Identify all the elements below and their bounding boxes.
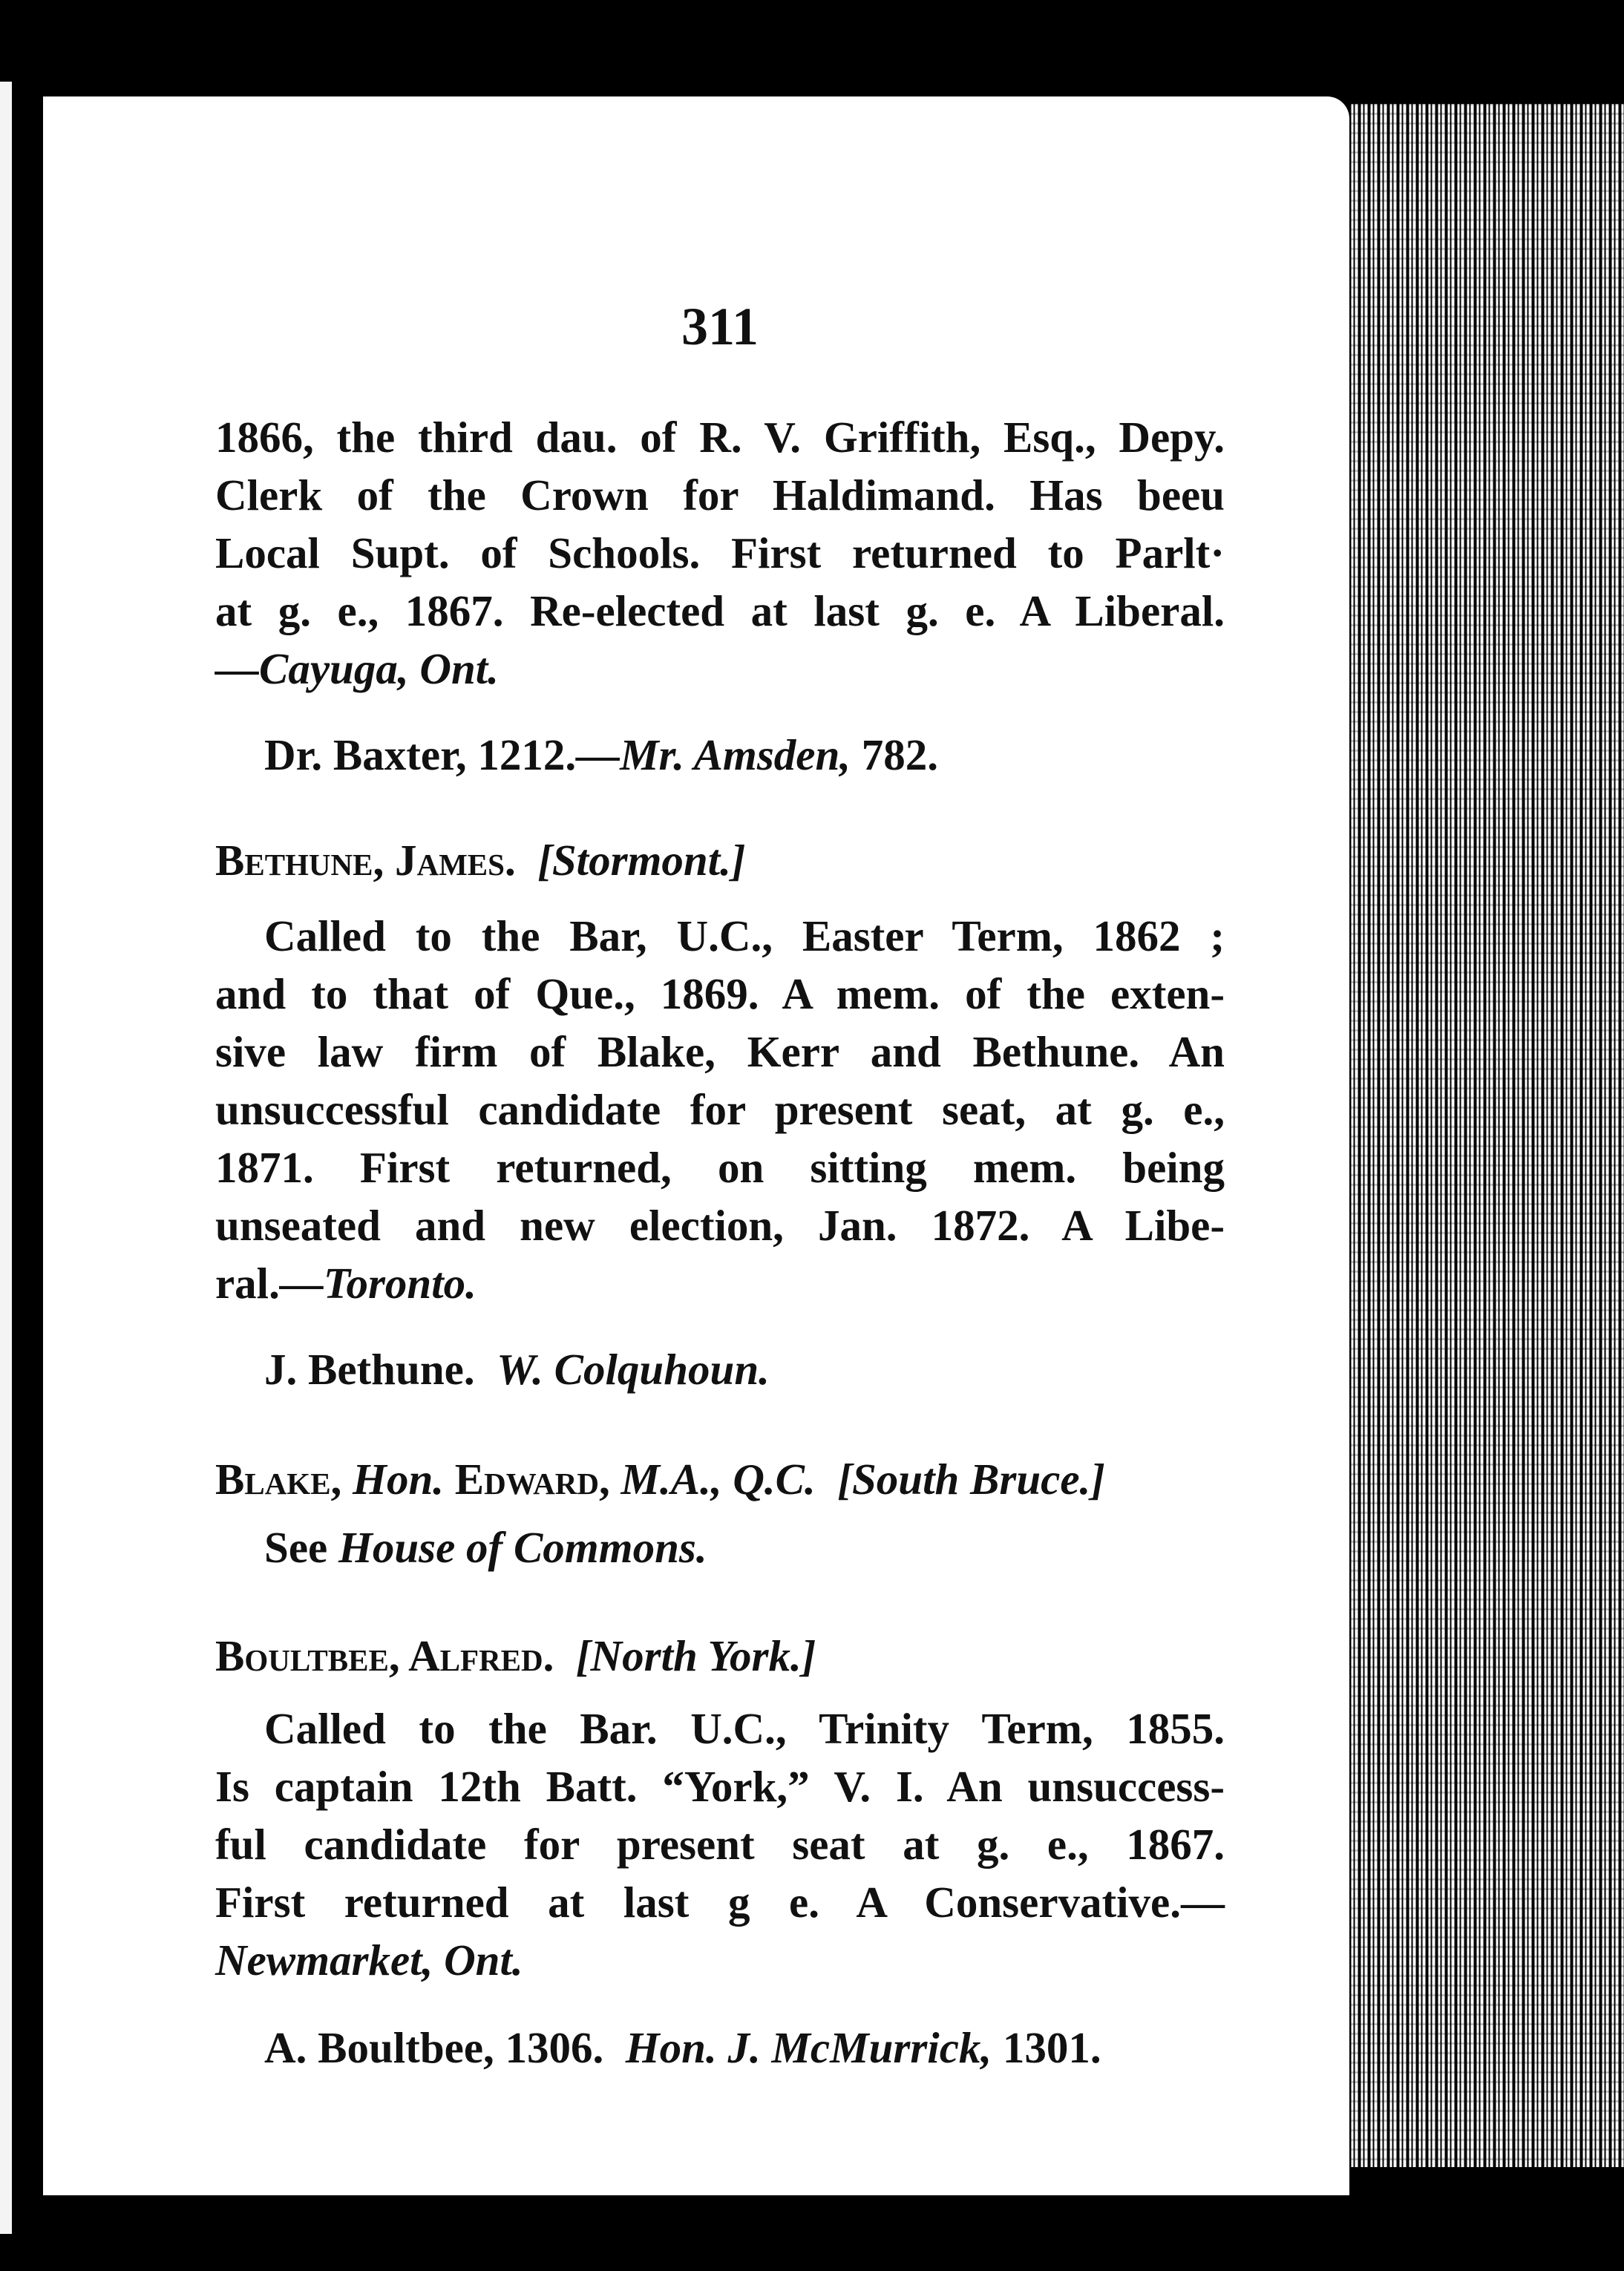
body-line: Clerk of the Crown for Haldimand. Has beeu bbox=[215, 471, 1225, 520]
residence-line: Newmarket, Ont. bbox=[215, 1936, 523, 1985]
entry-heading bbox=[215, 1450, 1105, 1508]
body-line: Local Supt. of Schools. First returned to Parlt· bbox=[215, 528, 1225, 577]
body-line: Called to the Bar. U.C., Trinity Term, 1855. bbox=[264, 1704, 1225, 1753]
degrees: M.A., Q.C. bbox=[621, 1455, 816, 1504]
see-label: See bbox=[264, 1523, 328, 1572]
winner-votes: Dr. Baxter, 1212. bbox=[264, 730, 577, 779]
body-line: Is captain 12th Batt. “York,” V. I. An unsuccess- bbox=[215, 1762, 1225, 1811]
riding: [North York.] bbox=[575, 1631, 816, 1680]
member-name: Bethune, James. bbox=[215, 836, 516, 885]
book-page bbox=[43, 96, 1349, 2195]
member-given-name: Edward, bbox=[454, 1455, 610, 1504]
election-result bbox=[264, 1340, 770, 1398]
entry-heading bbox=[215, 1627, 816, 1685]
book-page-edges bbox=[1349, 104, 1624, 2167]
election-result bbox=[264, 726, 938, 784]
body-line: Called to the Bar, U.C., Easter Term, 1862 ; bbox=[264, 911, 1225, 960]
body-line: First returned at last g e. A Conservative.— bbox=[215, 1878, 1225, 1927]
body-line: 1871. First returned, on sitting mem. being bbox=[215, 1143, 1225, 1192]
honorific: Hon. bbox=[353, 1455, 445, 1504]
body-line: sive law firm of Blake, Kerr and Bethune. An bbox=[215, 1027, 1225, 1076]
body-line: and to that of Que., 1869. A mem. of the exten- bbox=[215, 969, 1225, 1018]
left-margin-rule bbox=[0, 82, 12, 2234]
member-surname: Blake, bbox=[215, 1455, 342, 1504]
body-line: 1866, the third dau. of R. V. Griffith, Esq., Depy. bbox=[215, 413, 1225, 462]
reference-target: House of Commons. bbox=[338, 1523, 707, 1572]
cross-reference bbox=[264, 1518, 707, 1576]
residence: —Toronto. bbox=[279, 1259, 477, 1308]
opponent-votes: 782. bbox=[861, 730, 939, 779]
residence-line bbox=[215, 1254, 477, 1312]
entry-heading bbox=[215, 831, 746, 889]
election-result bbox=[264, 2019, 1101, 2077]
hyphenated-end: ral. bbox=[215, 1259, 280, 1308]
body-line: at g. e., 1867. Re-elected at last g. e. A Liberal. bbox=[215, 586, 1225, 635]
opponent-name: W. Colquhoun. bbox=[497, 1345, 770, 1394]
riding: [South Bruce.] bbox=[837, 1455, 1105, 1504]
body-line: ful candidate for present seat at g. e., 1867. bbox=[215, 1820, 1225, 1869]
member-name: Boultbee, Alfred. bbox=[215, 1631, 554, 1680]
riding: [Stormont.] bbox=[537, 836, 746, 885]
winner-votes: A. Boultbee, 1306. bbox=[264, 2023, 604, 2072]
opponent-votes: 1301. bbox=[1002, 2023, 1101, 2072]
winner-name: J. Bethune. bbox=[264, 1345, 475, 1394]
residence-line: —Cayuga, Ont. bbox=[215, 644, 499, 693]
opponent-name: Hon. J. McMurrick, bbox=[625, 2023, 992, 2072]
body-line: unseated and new election, Jan. 1872. A Libe- bbox=[215, 1201, 1225, 1250]
opponent-name: —Mr. Amsden, bbox=[576, 730, 851, 779]
body-line: unsuccessful candidate for present seat, at g. e., bbox=[215, 1085, 1225, 1134]
page-number: 311 bbox=[681, 297, 759, 356]
